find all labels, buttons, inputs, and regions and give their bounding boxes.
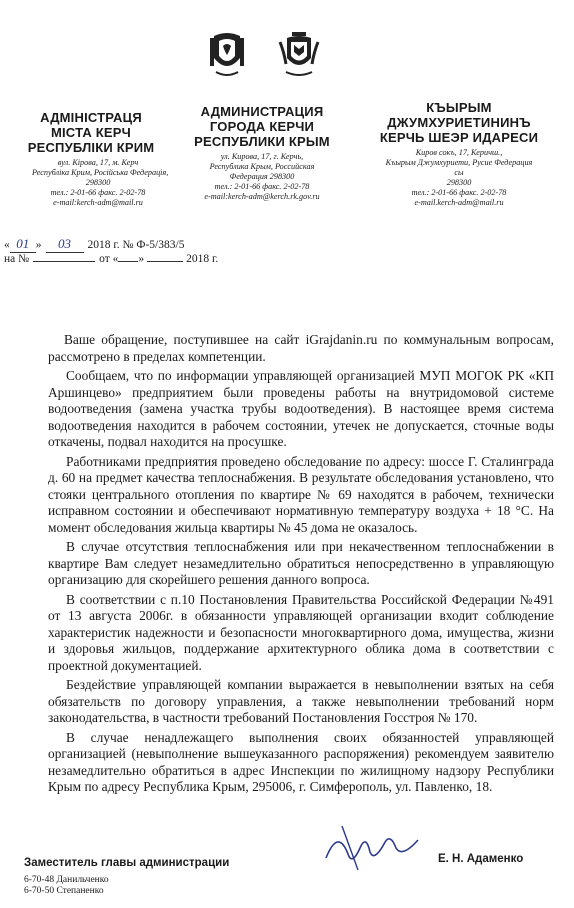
email-line: e-mail:kerch-adm@kerch.rk.gov.ru [204, 192, 320, 201]
quote-close: » [138, 253, 145, 265]
address-line: Къырым Джумхуриети, Русие Федерация [385, 158, 533, 167]
incoming-number-label: на № [4, 253, 30, 265]
header-title-line: МІСТА КЕРЧ [50, 125, 132, 140]
paragraph: В случае отсутствия теплоснабжения или при некачественном теплоснабжении в квартире Вам следует незамедлительно обратиться непосредственно в управляющую организацию для скорейшего решения данного вопроса. [48, 539, 554, 587]
header-title-line: ДЖУМХУРИЕТИНИНЪ [387, 115, 531, 130]
blank-line [118, 261, 138, 262]
crimea-coat-of-arms-icon [208, 28, 246, 78]
header-title-line: КЕРЧЬ ШЕЭР ИДАРЕСИ [379, 130, 539, 145]
handwritten-month: 03 [46, 236, 84, 253]
quote-close: » [35, 239, 42, 251]
outgoing-reference [4, 236, 184, 253]
header-title-line: РЕСПУБЛІКИ КРИМ [27, 140, 155, 155]
address-line: Республика Крым, Российская [209, 162, 315, 171]
header-title-line: РЕСПУБЛИКИ КРЫМ [194, 134, 330, 149]
paragraph: Работниками предприятия проведено обследование по адресу: шоссе Г. Сталинграда д. 60 на предмет качества теплоснабжения. В результате обследования установлено, что стояки центрального отопления по квартире № 69 находятся в рабочем, технически исправном состоянии и обеспечивают нормативную температуру воздуха + 18 °С. На момент обследования жильца квартиры № 45 дома не оказалось. [48, 453, 554, 535]
postcode: 298300 [85, 178, 111, 187]
blank-line [147, 261, 183, 262]
address-line: Киров сокъ, 17, Керичш., [415, 148, 503, 157]
address-line: ул. Кирова, 17, г. Керчь, [220, 152, 304, 161]
kerch-coat-of-arms-icon [278, 28, 320, 78]
incoming-year: 2018 г. [186, 253, 219, 265]
handwritten-day: 01 [10, 236, 36, 253]
paragraph: В случае ненадлежащего выполнения своих обязанностей управляющей организацией (невыполнение вышеуказанного распоряжения) рекомендуем заявителю незамедлительно обратиться в адрес Инспекции по жилищному надзору Республики Крым по адресу Республика Крым, 295006, г. Симферополь, ул. Павленко, 18. [48, 729, 554, 794]
paragraph: Сообщаем, что по информации управляющей организацией МУП МОГОК РК «КП Аршинцево» предприятием были проведены работы на внутридомовой системе водоотведения (замена участка трубы водоотведения). В настоящее время система водоотведения находится в рабочем состоянии, утечек не допускается, сточные воды откачены, подвал находится на просушке. [48, 368, 554, 449]
header-info-crimean-tatar [354, 148, 564, 208]
header-title-russian [184, 104, 340, 149]
header-title-line: ГОРОДА КЕРЧИ [209, 119, 315, 134]
blank-line [33, 261, 95, 262]
signatory-name: Е. Н. Адаменко [438, 853, 524, 865]
handwritten-signature [318, 818, 428, 878]
header-title-crimean-tatar [354, 100, 564, 145]
outgoing-number: 2018 г. № Ф-5/383/5 [87, 239, 185, 251]
header-title-line: АДМІНІСТРАЦЯ [40, 110, 142, 125]
phone-line: тел.: 2-01-66 факс. 2-02-78 [411, 188, 507, 197]
header-info-ukrainian [18, 158, 169, 208]
email-line: e-mail.kerch-adm@mail.ru [414, 198, 504, 207]
email-line: e-mail:kerch-adm@mail.ru [53, 198, 143, 207]
address-line: сы [454, 168, 464, 177]
contact-line: 6-70-50 Степаненко [24, 886, 104, 896]
incoming-reference [4, 253, 218, 265]
header-title-line: АДМИНИСТРАЦИЯ [200, 104, 324, 119]
paragraph: В соответствии с п.10 Постановления Правительства Российской Федерации №491 от 13 августа 2006г. в обязанности управляющей организации входит соблюдение характеристик надежности и безопасности многоквартирного дома, имущества, жизни и здоровья жильцов, поддержание архитектурного облика дома в соответствии с проектной документацией. [48, 591, 554, 673]
postcode: 298300 [446, 178, 472, 187]
paragraph: Бездействие управляющей компании выражается в невыполнении взятых на себя обязательств по договору управления, а также невыполнении требований норм законодательства, в частности требований Постановления Госстроя № 170. [48, 677, 554, 725]
phone-line: тел.: 2-01-66 факс. 2-02-78 [214, 182, 310, 191]
header-title-line: КЪЫРЫМ [426, 100, 492, 115]
address-line: вул. Кірова, 17, м. Керч [57, 158, 139, 167]
contact-line: 6-70-48 Данильченко [24, 875, 109, 885]
quote-open: « [4, 239, 10, 251]
phone-line: тел.: 2-01-66 факс. 2-02-78 [50, 188, 146, 197]
paragraph: Ваше обращение, поступившее на сайт iGrajdanin.ru по коммунальным вопросам, рассмотрено в пределах компетенции. [48, 332, 554, 364]
letter-body [48, 332, 554, 799]
signatory-title: Заместитель главы администрации [24, 857, 230, 869]
header-info-russian [184, 152, 340, 202]
from-label: от « [99, 253, 119, 265]
header-col-russian [184, 104, 340, 202]
address-line: Республіка Крим, Російська Федерація, [32, 168, 169, 177]
postcode: Федерация 298300 [229, 172, 295, 181]
header-col-crimean-tatar [354, 100, 564, 208]
header-col-ukrainian [18, 110, 169, 208]
header-title-ukrainian [18, 110, 164, 155]
contact-list [24, 875, 109, 897]
